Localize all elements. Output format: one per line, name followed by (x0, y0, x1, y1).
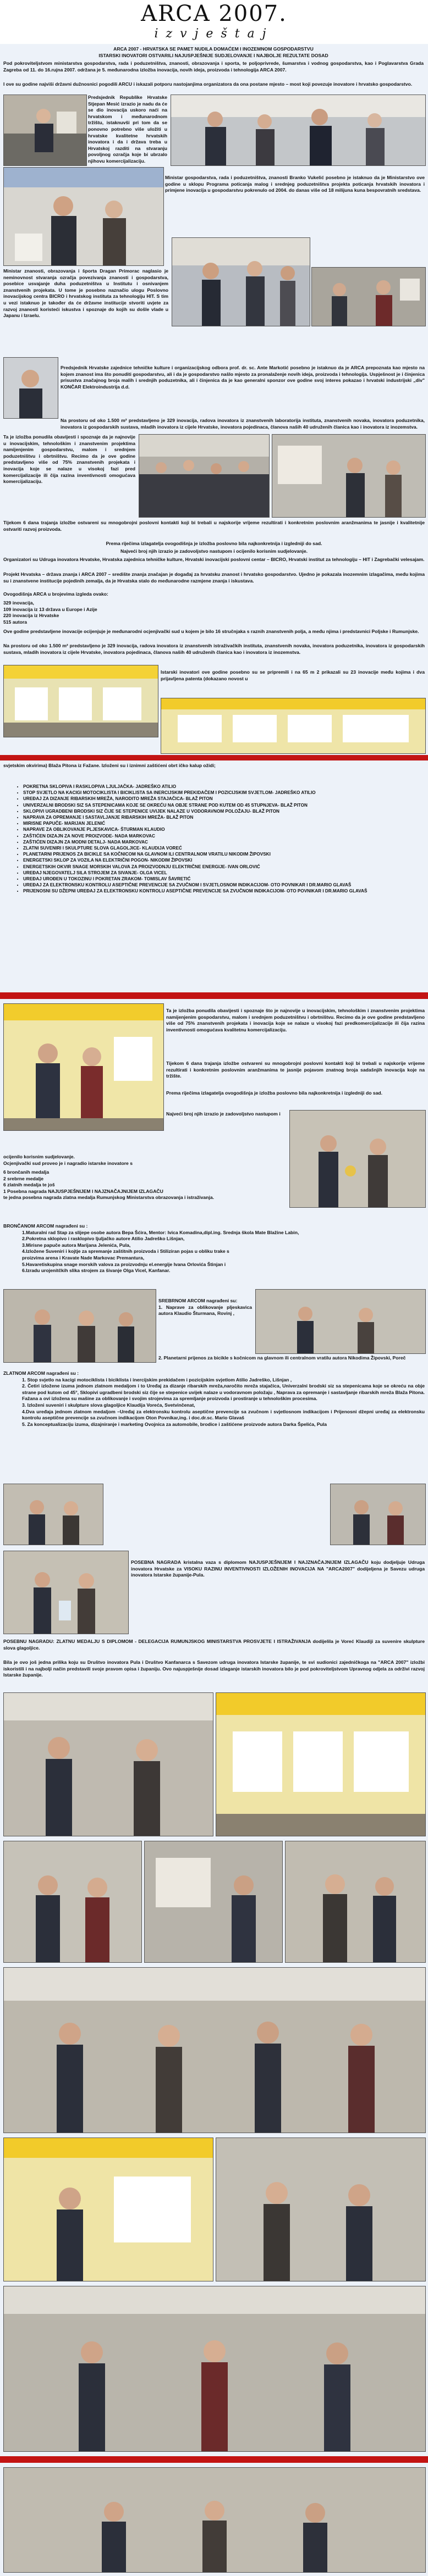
photo-istria-booth (161, 698, 426, 754)
photo-gallery-10 (3, 2467, 426, 2573)
photo-minister-economy (3, 167, 164, 266)
intro-paragraph-3: Predsjednik Republike Hrvatske Stjepan Mesić izrazio je nadu da će se dio inovacija uskoro naći na hrvatskom i međunarodnom tržištu, istaknuvši pri tom da se ponovno potrebno više uložiti u hrvatske kvalitetne hrvatskih inovatora i da i država treba u Hrvatskoj razditi na stvaranju povoljnog ozračja koje bi ubrzalo njihovu komercijalizaciju. (88, 95, 167, 164)
intro-paragraph-12: Organizatori su Udruga inovatora Hrvatske, Hrvatska zajednica tehničke kulture, Hrvatski inovacijski poslovni centar – BICRO, Hrvatski institut za tehnologiju – HIT i Zagrebački velesajam. (3, 557, 425, 562)
istria-paragraph-1: Istarski inovatori ove godine posebno su se pripremili i na 65 m 2 prikazali su 23 inovacije među kojima i dva prijavljena patenta (dokazano novost u (161, 669, 425, 681)
exhibit-item: • PLANETARNI PRIJENOS ZA BICIKLE SA KOČNICOM NA GLAVNOM ILI CENTRALNOM VRATILU NIKODIM ŽIPOVSKI (23, 851, 418, 857)
photo-ministers-visit (171, 95, 426, 166)
intro-paragraph-8: Ta je izložba ponudila obavijesti i spoznaje da je najnovije u inovacijskim, tehnološkim i znanstvenim projektima namijenjenim gospodarstvu, malom i srednjem poduzetništvu i obrtništvu. Recimo da je ove godine predstavljeno više od 75% znanstvenih projekata i inovacija koje se nalaze u visokoj fazi pred komercijalizacije ili čija razina inventivnosti omogućava komercijalizaciju. (3, 434, 135, 485)
istria-exhibits-list (11, 784, 418, 895)
exhibit-item: • UREĐAJ NJEGOVATELJ SILA STROJEM ZA SIVANJE- OLGA VICEL (23, 870, 418, 876)
medal-line: 2 srebrne medalje (3, 1175, 44, 1181)
report-title: ARCA 2007. (141, 1, 287, 26)
stat-line: 515 autora (3, 619, 27, 625)
photo-stand-demo (272, 434, 426, 518)
photo-gallery-1 (3, 1692, 213, 1836)
gold-title: ZLATNOM ARCOM nagrađeni su : (3, 1370, 79, 1376)
exhibit-item: • POKRETNA SKLOPIVA I RASKLOPIVA LJULJAČKA- JADREŠKO ATILIO (23, 784, 418, 790)
medal-summary (3, 1169, 284, 1201)
exhibit-item: • PRIJENOSNI SU DŽEPNI UREĐAJ ZA ELEKTRONSKU KONTROLU ASEPTIČNE PREVENCIJE SA ZVUČNOM INDIKACIJOM- OTO POVNIKAR I DR.MARIO GLAVAŠ (23, 888, 418, 894)
intro-paragraph-1: Pod pokroviteljstvom ministarstva gospodarstva, rada i poduzetništva, znanosti, obrazovanja i sporta, te poljoprivrede, šumarstva i vodnog gospodarstva, kao i Poglavarstva Grada Zagreba od 11. do 16.rujna 2007. održana je 5. međunarodna izložba inovacija, novih ideja, proizvoda i tehnologija ARCA 2007. (3, 60, 424, 73)
bronze-item: 2.Pokretna sklopivo i rasklopivo ljuljačko autore Atilio Jadreško Lišnjan, (22, 1236, 185, 1242)
intro-paragraph-16: Na prostoru od oko 1.500 m² predstavljeno je 329 inovacija, radova inovatora iz znanstvenih istraživačkih instituta, znanstvenih novaka, inovatora poduzetnika, inovatora iz gospodarskih sustava, mladih inovatora iz cijele Hrvatske, inovatora pojedinaca, članova naših 40 udruženih članica kao i inovatora iz inozemstva. (3, 643, 425, 655)
photo-gallery-9 (3, 2286, 426, 2452)
photo-istria-stand (3, 665, 158, 737)
photo-president-stand (3, 95, 87, 166)
intro-paragraph-7: Na prostoru od oko 1.500 m² predstavljeno je 329 inovacija, radova inovatora iz znanstvenih laboratorija instituta, znanstvenih novaka, inovatora poduzetnika, inovatora iz gospodarskih sustava, mladih inovatora iz cijele Hrvatske, inovatora pojedinaca, članova naših 40 udruženih članica kao i inovatora iz inozemstva. (61, 418, 425, 430)
photo-gallery-7 (3, 2138, 213, 2281)
middle-paragraph-5: ocijenilo korisnim sudjelovanje. Ocjenjivački sud proveo je i nagradio istarske inovatore s (3, 1154, 133, 1166)
bronze-item: 6.Izradu urojenitčkih slika strojem za šivanje Olga Vicel, Kanfanar. (22, 1268, 171, 1274)
middle-paragraph-3: Prema riječima izlagatelja ovogodišnja je izložba poslovno bila najkonkretnija i izgledniji do sad. (166, 1090, 383, 1096)
exhibit-item: • UREĐAJ UROĐEN U TOKOZINU I POKRETAN ZRAKOM- TOMISLAV ŠAVRETIĆ (23, 876, 418, 882)
photo-silver-award-left (3, 1289, 156, 1363)
photo-silver-award-right (255, 1289, 426, 1354)
red-divider (0, 2456, 428, 2463)
photo-istria-team (3, 1003, 164, 1131)
exhibit-item: • NAPRAVA ZA OPREMANJE I SASTAVLJANJE RIBARSKIH MREŽA- BLAŽ PITON (23, 814, 418, 820)
intro-paragraph-10: Prema riječima izlagatelja ovogodišnja je izložba poslovno bila najkonkretnija i izgledniji do sad. (106, 541, 322, 546)
exhibit-item: • UREĐAJ ZA ELEKTRONSKU KONTROLU ASEPTIČNE PREVENCIJE SA ZVUČNOM I SVJETLOSNOM INDIKACIJOM- OTO POVNIKAR I DR.MARIO GLAVAŠ (23, 882, 418, 888)
intro-paragraph-13: Projekt Hrvatska – država znanja i ARCA 2007 – središte znanja značajan je događaj za hrvatsku znanost i hrvatsko gospodarstvo. Ujedno je pokazala inozemnim izlagačima, među kojima su i znanstvene institucije pojedinih zemalja, da je Hrvatska stalo do međunarodne razmjene znanja i iskustava. (3, 571, 425, 584)
special-award-text: POSEBNA NAGRADA kristalna vaza s diplomom NAJUSPJEŠNIJEM I NAJZNAČAJNIJEM IZLAGAČU koju dodjeljuje Udruga inovatora Hrvatske za VISOKU RAZINU INVENTIVNOSTI IZLOŽENIH INOVACIJA NA "ARCA2007" dodijeljena je Savezu udruga inovatora Istarske županije-Pula. (131, 1559, 425, 1578)
photo-hall-crowd (139, 434, 270, 518)
gold-item: 4.Dva uređaja jednom zlatnom medaljom –Uređaj za elektronsku kontrolu aseptične prevencije sa zvučnom i svjetlosnom indikacijom i Prijenosni džepni uređaj za elektronsku kontrolu aseptične prevencije sa zvučnom indikacijom Oton Povnikar,ing. i doc.dr.sc. Mario Glavaš (22, 1408, 425, 1421)
intro-paragraph-2: I ove su godine najviši državni dužnosnici pogodili ARCU i iskazali potporu nastojanjima organizatora da ona postane mjesto – most koji povezuje inovatore i hrvatsko gospodarstvo. (3, 81, 413, 87)
medal-line: 6 zlatnih medalja te još (3, 1182, 55, 1188)
red-divider (0, 992, 428, 999)
photo-medal-ceremony (289, 1110, 426, 1208)
medal-line: 6 brončanih medalja (3, 1169, 50, 1175)
photo-gallery-4 (144, 1841, 283, 1963)
photo-gallery-3 (3, 1841, 142, 1963)
bronze-item: 3.Mirisne papuče autora Marijana Jelenića, Pula, (22, 1242, 131, 1248)
closing-text: Bila je ovo još jedna prilika koju su Društvo inovatora Pula i Društvo Kanfanarca s Savezom udruga inovatora Istarske županije, te svi sudionici zajedničkoga na "ARCA 2007" izložbi iskoristili i na najbolji način predstavili svoje pravom opisa i županiju. Ovo najuspješnije dosad izlaganje istarskih inovatora bilo je pod pokroviteljstvom Upravnog odjela za održivi razvoj Istarske županije. (3, 1659, 425, 1678)
photo-gallery-5 (285, 1841, 426, 1963)
gold-item: 3. Izloženi suveniri i skulpture slova glagoljice Klaudija Voreća, Svetvinčenat, (22, 1402, 195, 1408)
exhibit-item: • ZAŠTIĆEN DIZAJN ZA NOVE PROIZVODE- NADA MARKOVAC (23, 833, 418, 839)
exhibit-item: • SKLOPIVI UGRADBENI BRODSKI SIZ ČIJE SE STEPENICE UVIJEK NALAZE U VODORAVNOM POLOŽAJU- BLAŽ PITON (23, 808, 418, 814)
photo-gold-winner-2 (330, 1484, 426, 1545)
intro-stats-lead: Ovogodišnja ARCA u brojevima izgleda ovako: (3, 591, 108, 597)
exhibit-item: • ENERGETSKIH OKVIR SNAGE MORSKIH VALOVA ZA PROIZVODNJU ELEKTRIČNE ENERGIJE- IVAN ORLOVIĆ (23, 864, 418, 870)
gold-section (3, 1370, 425, 1428)
exhibit-item: • ZLATNI SUVENIRI I SKULPTURE SLOVA GLAGOLJICE- KLAUDIJA VOREĆ (23, 845, 418, 851)
photo-gallery-6 (3, 1967, 426, 2133)
intro-paragraph-5: Ministar znanosti, obrazovanja i športa Dragan Primorac naglasio je neminovnost stvaranja ozračja povezivanja znanosti i gospodarstva, posebice usvajanje duha poduzetništva u Institutu i osnivanjem znanstvenih projekata. U tome je posebno naznačio ulogu Poslovno inovacijskog centra BICRO i hrvatskog instituta za tehnologiju HIT. S tim u vezi istaknuo je također da će državne institucije stvoriti uvjete za razvoj znanosti koristeći iskustva i spoznaje do kojih su došle vlade u Japanu i Izraelu. (3, 268, 168, 319)
photo-gallery-8 (216, 2138, 426, 2281)
silver-item: 1. Naprave za oblikovanje pljeskavica autora Klaudio Šturmana, Rovinj , (158, 1304, 252, 1317)
special-award-lead: 1 Posebna nagrada NAJUSPJEŠNIJEM I NAJZNAČAJNIJEM IZLAGAČU (3, 1188, 163, 1194)
exhibit-item: • UREĐAJ ZA DIZANJE RIBARSKIH MREŽA, NARODITO MREŽA STAJAČICA- BLAŽ PITON (23, 796, 418, 802)
exhibit-item: • STOP SVJETLO NA KACIGI MOTOCIKLISTA I BICIKLISTA SA INERCIJSKIM PREKIDAČEM I POZICIJSKIM SVJETLOM- JADREŠKO ATILIO (23, 790, 418, 796)
report-header (0, 0, 428, 44)
stat-line: 220 inovacija iz Hrvatske (3, 613, 59, 619)
photo-exhibition-visitors (311, 267, 426, 326)
silver-section (158, 1298, 252, 1317)
silver-title: SREBRNOM ARCOM nagrađeni su: (158, 1298, 238, 1303)
exhibit-item: • NAPRAVE ZA OBLIKOVANJE PLJESKAVICA- ŠTURMAN KLAUDIO (23, 826, 418, 832)
intro-paragraph-11: Najveći broj njih izrazio je zadovoljstvo nastupom i ocijenilo korisnim sudjelovanje. (120, 548, 308, 554)
exhibit-item: • ENERGETSKI SKLOP ZA VOZILA NA ELEKTRIČNI POGON- NIKODIM ŽIPOVSKI (23, 857, 418, 863)
middle-paragraph-4: Najveći broj njih izrazio je zadovoljstvo nastupom i (166, 1111, 281, 1117)
photo-markotic (3, 357, 58, 419)
intro-caps (10, 46, 417, 59)
intro-stats-list (3, 600, 223, 625)
report-subtitle: izvještaj (154, 27, 274, 41)
exhibit-item: • UNIVERZALNI BRODSKI SIZ SA STEPENICAMA KOJE SE OKREĆU NA OBJE STRANE POD KUTEM OD 45 STUPNJEVA- BLAŽ PITON (23, 802, 418, 808)
special-award-tail: te jedna posebna nagrada zlatna medalja Rumunjskog Ministarstva obrazovanja i istraživanja. (3, 1195, 215, 1201)
intro-caps-line-1: ARCA 2007 - HRVATSKA SE PAMET NUDILA DOMAĆEM I INOZEMNOM GOSPODARSTVU (113, 46, 314, 52)
intro-paragraph-15: Ove godine predstavljene inovacije ocijenjuje je međunarodni ocjenjivački sud u kojem je bilo 16 stručnjaka s raznih znanstvenih polja, a među njima i predstavnici Poljske i Rumunjske. (3, 629, 419, 634)
bronze-item: 1.Maturalni rad Stap za slijepe osobe autora Bepa Šćira, Mentor: Ivica Komadina,dipl.ing. Srednja škola Mate Blažine Labin, (22, 1229, 299, 1235)
photo-minister-science (172, 237, 310, 326)
exhibit-item: • ZAŠTIĆEN DIZAJN ZA MODNI DETALJ- NADA MARKOVAC (23, 839, 418, 845)
gold-item: 2. Četiri izložene izuma jednom zlatnom medaljom i to Uređaj za dizanje ribarskih mreža,naročito mreža stajačica, Univerzalni brodski siz sa stepenicama koje se okreću na obje strane pod kutom od 45°, Sklopivi ugradbeni brodski siz čije se stepenice uvijek nalaze u vodoravnom položaju , Naprava za opremanje i sastavljanje ribarskih mreža Blaža Pitona. Fažana a ovi izložena su mašine za oblikovanje i svojim strojevima za spremljanje proizvoda i prostiranje u tehnološkim procesima. (22, 1383, 425, 1402)
intro-paragraph-6: Predsjednik Hrvatske zajednice tehničke kulture i organizacijskog odbora prof. dr. sc. Ante Markotić posebno je istaknuo da je ARCA prepoznata kao mjesto na kojem znanost ima što ponuditi gospodarstvu, ali i da je gospodarstvo našlo mjesto za pronalaženje novih ideja, proizvoda i tehnologija. Uspješnost je i činjenica prisustva značajnog broja malih i srednjih poduzetnika, ali i činjenica da je kao generalni sponzor ove godine svoj interes pokazao i hrvatski industrijski „div" KONČAR Elektroindustrija d.d. (61, 365, 425, 390)
bronze-item: 4.Izložene Suveniri i kojtje za spremanje zaštitnih proizvoda i Stiliziran pojas u obliku trake s (22, 1248, 229, 1254)
middle-paragraph-1: Ta je izložba ponudila obavijesti i spoznaje što je najnovije u inovacijskim, tehnološkim i znanstvenim projektima namijenjenim gospodarstvu, malom i srednjem poduzetništvu i obrtništvu. Recimo da je ove godine predstavljeno više od 75% znanstvenih projekata i inovacija koje se nalaze u visokoj fazi predkomercijalizacije ili čija razina inventivnosti omogućava kvalitetnu komercijalizaciju. (166, 1008, 425, 1032)
red-divider (0, 755, 428, 760)
bronze-section (3, 1223, 425, 1274)
gold-item: 5. Za konceptualizaciju izuma, dizajniranje i marketing Ovojnica za automobile, brodice i zaštićene proizvode autora Darka Špelića, Pula (22, 1421, 327, 1427)
silver-item-2: 2. Planetarni prijenos za bicikle s kočnicom na glavnom ili centralnom vratilu autora Nikodima Žipovski, Poreč (158, 1355, 406, 1361)
intro-caps-line-2: ISTARSKI INOVATORI OSTVARILI NAJUSPJEŠNIJE SUDJELOVANJE I NAJBOLJE REZULTATE DOSAD (98, 52, 328, 58)
bronze-item: 5.Havaretiskupina snage morskih valova za proizvodnju el.energije Ivana Orlovića Štinjan i (22, 1261, 226, 1267)
istria-paragraph-2: svjetskim okvirima) Blaža Pitona iz Fažane. Izloženi su i iznimni zaštićeni obrt ičko kalup ožidi; (3, 763, 216, 768)
photo-gallery-2 (216, 1692, 426, 1836)
photo-special-award (3, 1551, 129, 1634)
intro-paragraph-9: Tijekom 6 dana trajanja izložbe ostvareni su mnogobrojni poslovni kontakti koji bi trebali u najskorije vrijeme rezultirati i konkretnim poslovnim aranžmanima te jasnije i kvalitetnije ostvariti razvoj proizvoda. (3, 520, 425, 532)
exhibit-item: • MIRISNE PAPUČE- MARIJAN JELENIĆ (23, 820, 418, 826)
bronze-title: BRONČANOM ARCOM nagrađeni su : (3, 1223, 88, 1229)
bronze-item: proizvima arena i Kravate Nade Markovac Premantura, (22, 1254, 145, 1261)
gold-item: 1. Stop svjetlo na kacigi motociklista i biciklista i inercijskim prekidačem i pozicijskim svjetlom Atilio Jadreško, Lišnjan , (22, 1376, 292, 1383)
middle-paragraph-2: Tijekom 6 dana trajanja izložbe ostvareni su mnogobrojni poslovni kontakti koji bi trebali u najskorije vrijeme rezultirati i konkretnim poslovnim aranžmanima te jasnije pojavom znatnog broja sadašnjih inovacija koje na tržište. (166, 1061, 425, 1079)
stat-line: 329 inovacija, (3, 600, 34, 606)
romanian-award-text: POSEBNU NAGRADU: ZLATNU MEDALJU S DIPLOMOM - DELEGACIJA RUMUNJSKOG MINISTARSTVA PROSVJETE I ISTRAŽIVANJA dodijelila je Voreć Klaudiji za suvenire skulpture slova glagoljice. (3, 1639, 425, 1651)
intro-paragraph-4: Ministar gospodarstva, rada i poduzetništva, znanosti Branko Vukelić posebno je istaknuo da je Ministarstvo ove godine u sklopu Programa poticanja malog i srednjeg poduzetništva projekta poticanja hrvatskih inovatora i primjene inovacija u gospodarstvu pokrenulo od 2004. do danas više od 18 milijuna kuna bespovratnih sredstava. (165, 175, 425, 193)
photo-gold-winner-1 (3, 1484, 103, 1545)
stat-line: 109 inovacija iz 13 država u Europe i Azije (3, 606, 97, 612)
